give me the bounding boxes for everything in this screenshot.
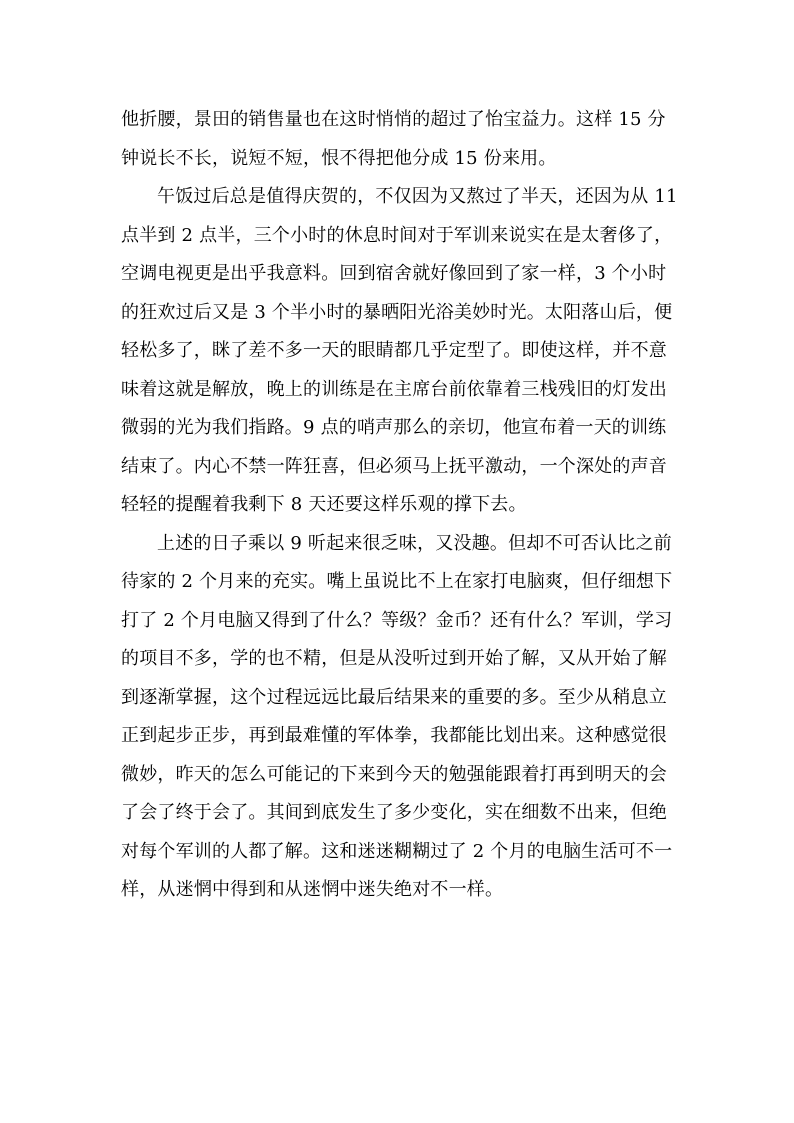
- text-line: 他折腰，景田的销售量也在这时悄悄的超过了怡宝益力。这样 15 分: [121, 109, 666, 130]
- paragraph-start-line: 午饭过后总是值得庆贺的，不仅因为又熬过了半天，还因为从 11: [157, 186, 678, 207]
- text-line: 味着这就是解放，晚上的训练是在主席台前依靠着三栈残旧的灯发出: [121, 378, 667, 400]
- text-line: 的狂欢过后又是 3 个半小时的暴晒阳光浴美妙时光。太阳落山后，便: [121, 301, 673, 323]
- text-line: 了会了终于会了。其间到底发生了多少变化，实在细数不出来，但绝: [121, 802, 667, 823]
- text-line: 轻轻的提醒着我剩下 8 天还要这样乐观的撑下去。: [121, 494, 527, 515]
- text-line: 的项目不多，学的也不精，但是从没听过到开始了解，又从开始了解: [121, 648, 667, 669]
- document-body: [121, 101, 677, 910]
- text-line: 轻松多了，眯了差不多一天的眼睛都几乎定型了。即使这样，并不意: [121, 340, 667, 361]
- text-line: 待家的 2 个月来的充实。嘴上虽说比不上在家打电脑爽，但仔细想下: [121, 571, 673, 592]
- text-line: 打了 2 个月电脑又得到了什么？等级？金币？还有什么？军训，学习: [121, 609, 673, 631]
- text-line: 微弱的光为我们指路。9 点的哨声那么的亲切，他宣布着一天的训练: [121, 417, 667, 438]
- text-line: 点半到 2 点半，三个小时的休息时间对于军训来说实在是太奢侈了，: [121, 224, 673, 246]
- text-line: 正到起步正步，再到最难懂的军体拳，我都能比划出来。这种感觉很: [121, 725, 667, 746]
- text-line: 样，从迷惘中得到和从迷惘中迷失绝对不一样。: [121, 879, 504, 900]
- text-line: 钟说长不长，说短不短，恨不得把他分成 15 份来用。: [121, 147, 557, 169]
- text-line: 结束了。内心不禁一阵狂喜，但必须马上抚平激动，一个深处的声音: [121, 455, 667, 477]
- text-line: 对每个军训的人都了解。这和迷迷糊糊过了 2 个月的电脑生活可不一: [121, 840, 673, 862]
- text-line: 空调电视更是出乎我意料。回到宿舍就好像回到了家一样，3 个小时: [121, 263, 667, 284]
- paragraph-start-line: 上述的日子乘以 9 听起来很乏味，又没趣。但却不可否认比之前: [157, 532, 672, 554]
- text-line: 到逐渐掌握，这个过程远远比最后结果来的重要的多。至少从稍息立: [121, 686, 667, 708]
- text-line: 微妙，昨天的怎么可能记的下来到今天的勉强能跟着打再到明天的会: [121, 763, 667, 785]
